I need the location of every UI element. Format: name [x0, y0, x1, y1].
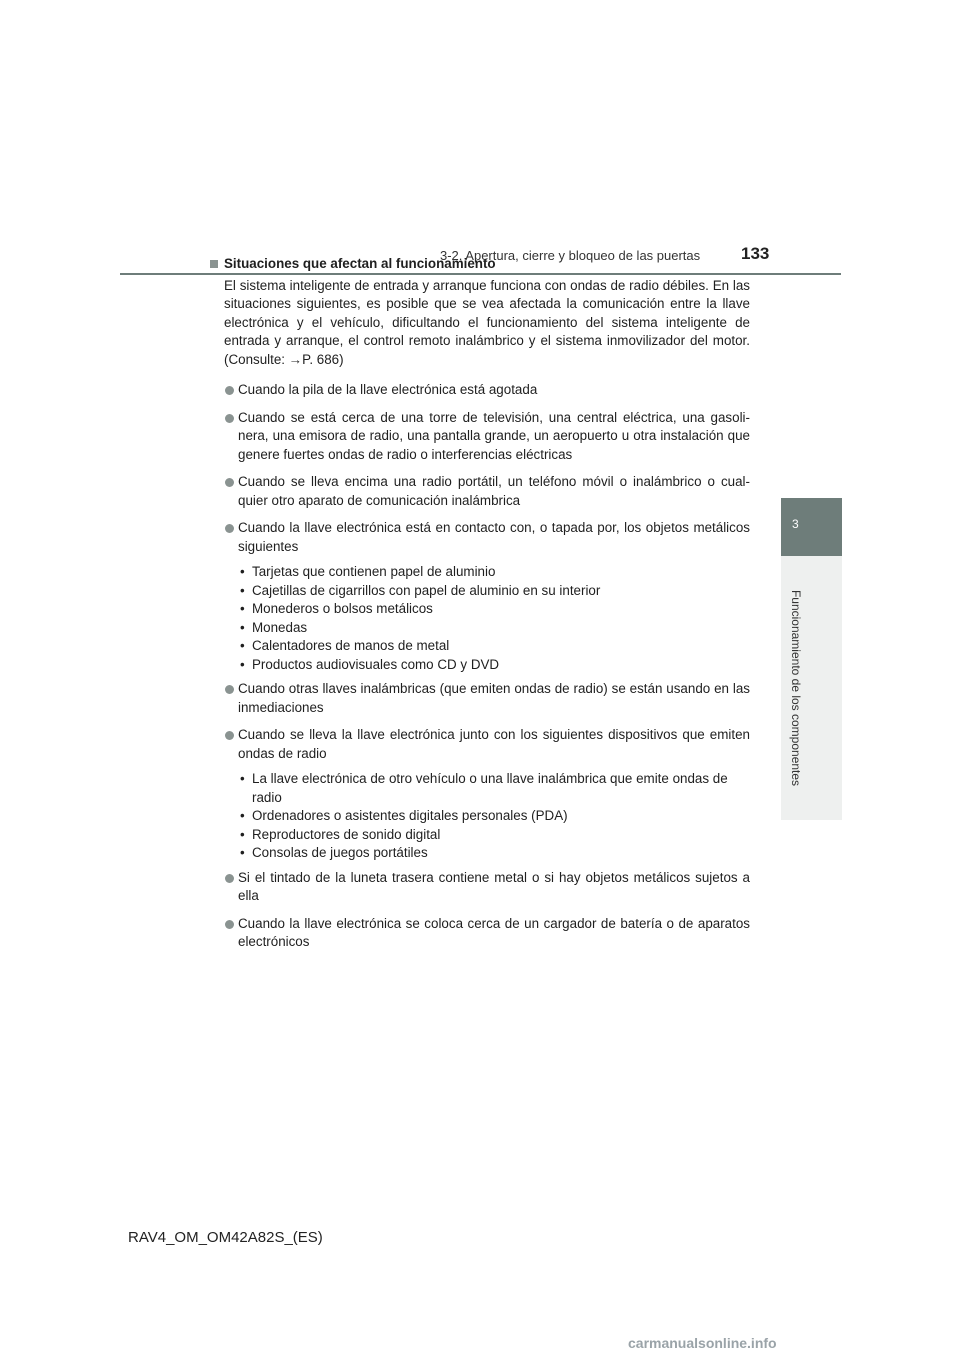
sub-list [210, 770, 750, 863]
bullet-text: Cuando la pila de la llave electrónica está agotada [238, 382, 538, 397]
circle-bullet-icon [225, 685, 234, 694]
bullet-item [210, 473, 750, 510]
bullet-text: Si el tintado de la luneta trasera contiene metal o si hay objetos metálicos sujetos a ella [238, 869, 750, 903]
sub-list-item [210, 637, 750, 656]
bullet-text: Cuando se está cerca de una torre de televisión, una central eléctrica, una gasoli-nera, una emisora de radio, una pantalla grande, un aeropuerto u otra instalación que genere fuertes ondas de radio o interferencias eléctricas [238, 409, 750, 462]
watermark: carmanualsonline.info [628, 1335, 777, 1351]
section-heading [210, 255, 750, 274]
document-code: RAV4_OM_OM42A82S_(ES) [128, 1229, 323, 1246]
bullet-text: Cuando se lleva la llave electrónica junto con los siguientes dispositivos que emiten ondas de radio [238, 727, 750, 761]
sub-list-item [210, 826, 750, 845]
circle-bullet-icon [225, 386, 234, 395]
circle-bullet-icon [225, 874, 234, 883]
circle-bullet-icon [225, 524, 234, 533]
bullet-item [210, 680, 750, 717]
sub-list-item [210, 600, 750, 619]
chapter-title: Funcionamiento de los componentes [789, 589, 803, 787]
square-bullet-icon [210, 260, 218, 268]
sub-list [210, 563, 750, 674]
bullet-item [210, 409, 750, 465]
bullet-item [210, 519, 750, 556]
sub-item-text: Ordenadores o asistentes digitales personales (PDA) [252, 808, 568, 823]
sub-item-text: Calentadores de manos de metal [252, 638, 450, 653]
dot-bullet-icon: • [240, 582, 245, 598]
section-intro: El sistema inteligente de entrada y arranque funciona con ondas de radio débiles. En las situaciones siguientes, es posible que se vea afectada la comunicación entre la llave electrónica y el vehículo, dificultando el funcionamiento del sistema inteligente de entrada y arranque, el control remoto inalámbrico y el sistema inmovilizador del motor. (Consulte: →P. 686) [224, 277, 750, 367]
sub-item-text: Productos audiovisuales como CD y DVD [252, 656, 500, 672]
dot-bullet-icon: • [240, 638, 245, 653]
section-heading-text: Situaciones que afectan al funcionamiento [224, 256, 496, 271]
dot-bullet-icon: • [240, 601, 245, 616]
sub-list-item [210, 770, 750, 807]
running-header: 3-2. Apertura, cierre y bloqueo de las puertas [440, 248, 701, 263]
sub-item-text: Consolas de juegos portátiles [252, 845, 428, 860]
sub-item-text: Reproductores de sonido digital [252, 826, 441, 842]
dot-bullet-icon: • [240, 619, 245, 635]
sub-list-item [210, 807, 750, 826]
sub-list-item [210, 563, 750, 582]
bullet-text: Cuando se lleva encima una radio portátil, un teléfono móvil o inalámbrico o cual-quier otro aparato de comunicación inalámbrica [238, 474, 750, 508]
sub-list-item [210, 582, 750, 601]
sub-item-text: La llave electrónica de otro vehículo o una llave inalámbrica que emite ondas de radio [252, 771, 728, 805]
dot-bullet-icon: • [240, 826, 245, 842]
sub-item-text: Tarjetas que contienen papel de aluminio [252, 564, 496, 579]
sub-list-item [210, 844, 750, 863]
sub-item-text: Cajetillas de cigarrillos con papel de aluminio en su interior [252, 582, 601, 598]
chapter-number: 3 [792, 517, 799, 531]
bullet-item [210, 915, 750, 952]
dot-bullet-icon: • [240, 845, 245, 860]
dot-bullet-icon: • [240, 656, 245, 672]
page-content [210, 255, 750, 961]
bullet-text: Cuando otras llaves inalámbricas (que emiten ondas de radio) se están usando en las inmediaciones [238, 681, 750, 715]
bullet-item [210, 726, 750, 763]
chapter-tab [781, 498, 842, 556]
circle-bullet-icon [225, 920, 234, 929]
bullet-text: Cuando la llave electrónica está en contacto con, o tapada por, los objetos metálicos siguientes [238, 520, 750, 554]
dot-bullet-icon: • [240, 808, 245, 823]
sub-item-text: Monedas [252, 619, 308, 635]
dot-bullet-icon: • [240, 564, 245, 579]
bullet-item [210, 869, 750, 906]
bullet-text: Cuando la llave electrónica se coloca cerca de un cargador de batería o de aparatos electrónicos [238, 915, 750, 949]
sub-list-item [210, 656, 750, 675]
sub-item-text: Monederos o bolsos metálicos [252, 601, 433, 616]
circle-bullet-icon [225, 731, 234, 740]
circle-bullet-icon [225, 414, 234, 423]
sub-list-item [210, 619, 750, 638]
bullet-list [210, 381, 750, 952]
circle-bullet-icon [225, 478, 234, 487]
dot-bullet-icon: • [240, 771, 245, 786]
page-number: 133 [741, 244, 770, 263]
bullet-item [210, 381, 750, 400]
